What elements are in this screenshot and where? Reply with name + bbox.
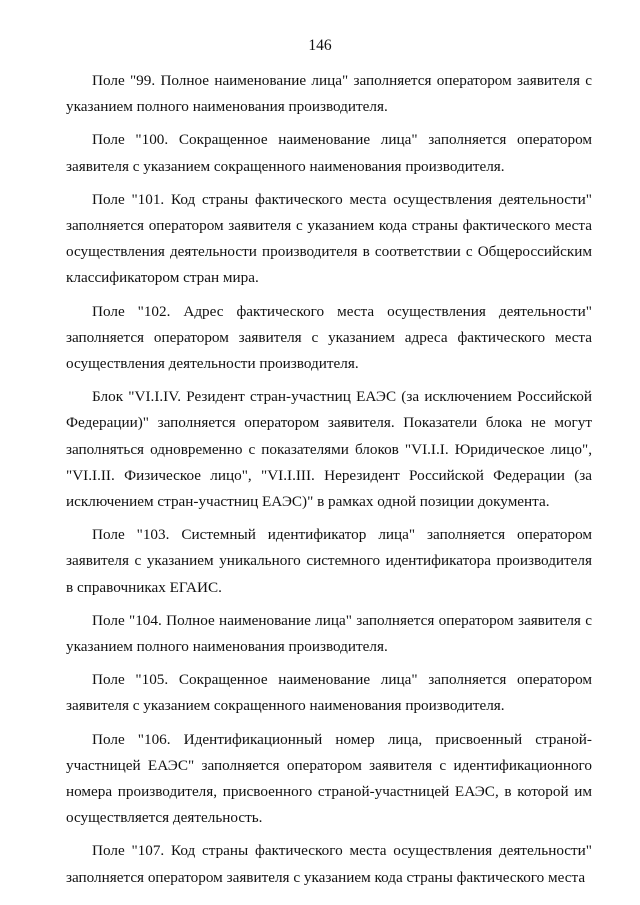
paragraph-field-105: Поле "105. Сокращенное наименование лица" заполняется оператором заявителя с указанием сокращенного наименования производителя.	[66, 671, 592, 715]
paragraph-field-100: Поле "100. Сокращенное наименование лица" заполняется оператором заявителя с указанием сокращенного наименования производителя.	[66, 131, 592, 175]
paragraph-block-vi-i-iv: Блок "VI.I.IV. Резидент стран-участниц ЕАЭС (за исключением Российской Федерации)" заполняется оператором заявителя. Показатели блока не могут заполняться одновременно с показателями блоков "VI.I.I. Юридическое лицо", "VI.I.II. Физическое лицо", "VI.I.III. Нерезидент Российской Федерации (за исключением стран-участниц ЕАЭС)" в рамках одной позиции документа.	[66, 388, 592, 511]
paragraph-field-107: Поле "107. Код страны фактического места осуществления деятельности" заполняется оператором заявителя с указанием кода страны фактического места	[66, 842, 592, 886]
paragraph-field-103: Поле "103. Системный идентификатор лица" заполняется оператором заявителя с указанием уникального системного идентификатора производителя в справочниках ЕГАИС.	[66, 526, 592, 596]
paragraph-field-102: Поле "102. Адрес фактического места осуществления деятельности" заполняется оператором заявителя с указанием адреса фактического места осуществления деятельности производителя.	[66, 302, 592, 373]
paragraph-field-101: Поле "101. Код страны фактического места осуществления деятельности" заполняется оператором заявителя с указанием кода страны фактического места осуществления деятельности производителя в соответствии с Общероссийским классификатором стран мира.	[66, 190, 592, 287]
paragraph-field-99: Поле "99. Полное наименование лица" заполняется оператором заявителя с указанием полного наименования производителя.	[66, 72, 592, 116]
paragraph-field-106: Поле "106. Идентификационный номер лица, присвоенный страной-участницей ЕАЭС" заполняется оператором заявителя с идентификационного номера производителя, присвоенного страной-участницей ЕАЭС, в которой им осуществляется деятельность.	[66, 730, 592, 827]
paragraph-field-104: Поле "104. Полное наименование лица" заполняется оператором заявителя с указанием полного наименования производителя.	[66, 611, 592, 656]
document-body	[66, 68, 592, 898]
page-number: 146	[308, 37, 332, 54]
